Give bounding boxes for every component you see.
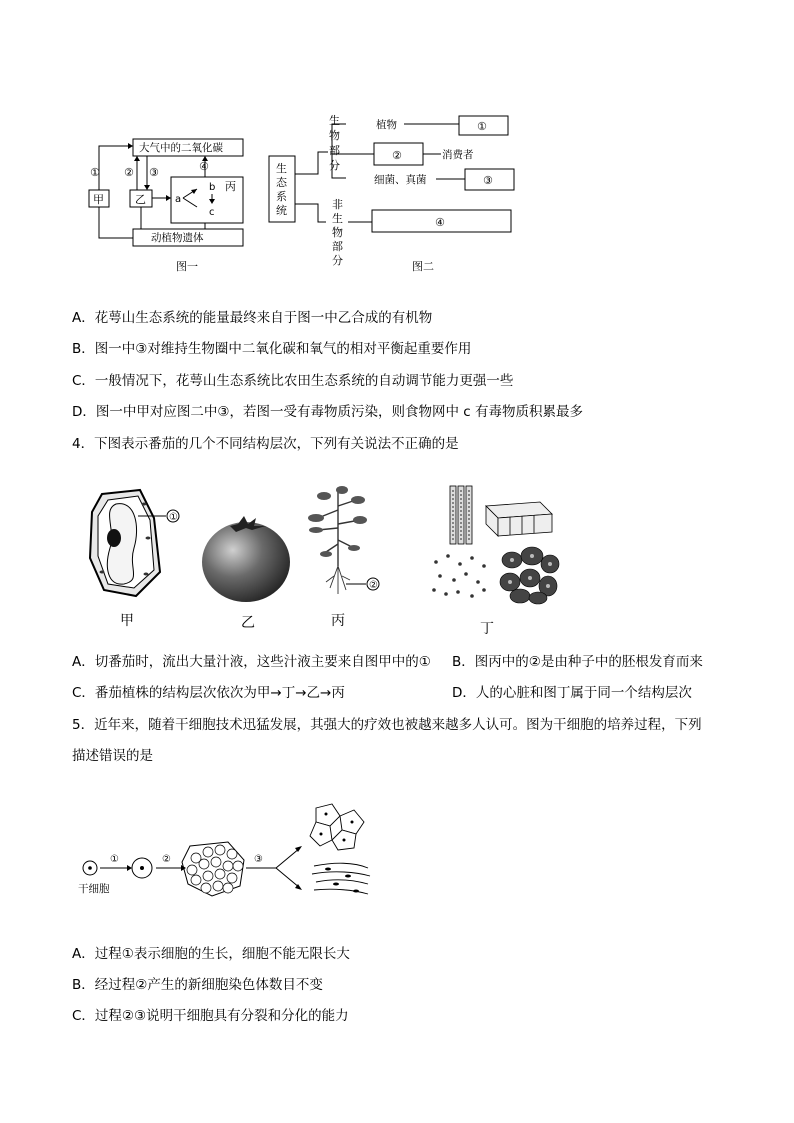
blank-1: ①: [477, 120, 487, 133]
node-b: b: [209, 182, 216, 193]
q5-option-a: A．过程①表示细胞的生长，细胞不能无限长大: [72, 946, 350, 962]
q4-option-a: A．切番茄时，流出大量汁液，这些汁液主要来自图甲中的①: [72, 654, 431, 670]
ecosystem-char-4: 统: [276, 204, 287, 217]
bio-char-4: 分: [329, 159, 340, 172]
q4-option-d: D．人的心脏和图丁属于同一个结构层次: [452, 685, 692, 701]
q4-stem: 4．下图表示番茄的几个不同结构层次，下列有关说法不正确的是: [72, 436, 459, 452]
q5-option-b: B．经过程②产生的新细胞染色体数目不变: [72, 977, 323, 993]
stem-cell-process-diagram: [78, 802, 378, 902]
q4-option-c: C．番茄植株的结构层次依次为甲→丁→乙→丙: [72, 685, 345, 701]
blank-2: ②: [392, 149, 402, 162]
bio-char-2: 物: [329, 129, 340, 142]
consumers-label: 消费者: [442, 149, 474, 161]
plants-label: 植物: [376, 119, 397, 131]
blank-3: ③: [483, 174, 493, 187]
plant-cell-image: [88, 488, 188, 600]
jia-label: 甲: [93, 193, 104, 206]
ecosystem-char-2: 态: [276, 176, 287, 189]
blank-4: ④: [435, 216, 445, 229]
bio-char-1: 生: [329, 114, 340, 127]
stem-cell-label: 干细胞: [78, 883, 110, 895]
figure-two-diagram: [266, 112, 522, 272]
figure-one-caption: 图一: [176, 260, 198, 273]
q3-option-d: D．图一中甲对应图二中③，若图一受有毒物质污染，则食物网中 c 有毒物质积累最多: [72, 404, 584, 420]
nonbio-char-4: 部: [332, 240, 343, 253]
nonbio-char-2: 生: [332, 212, 343, 225]
q4-option-b: B．图丙中的②是由种子中的胚根发育而来: [452, 654, 703, 670]
q3-option-a: A．花萼山生态系统的能量最终来自于图一中乙合成的有机物: [72, 310, 433, 326]
label-jia: 甲: [120, 613, 134, 629]
co2-label: 大气中的二氧化碳: [139, 142, 223, 154]
q3-option-b: B．图一中③对维持生物圈中二氧化碳和氧气的相对平衡起重要作用: [72, 341, 472, 357]
ecosystem-char-1: 生: [276, 162, 287, 175]
figure-two-caption: 图二: [412, 260, 434, 273]
q5-stem-line1: 5．近年来，随着干细胞技术迅猛发展，其强大的疗效也被越来越多人认可。图为干细胞的培养过程，下列: [72, 717, 702, 733]
bing-label: 丙: [225, 180, 236, 193]
nonbio-char-5: 分: [332, 254, 343, 267]
label-yi: 乙: [241, 615, 255, 631]
nonbio-char-3: 物: [332, 226, 343, 239]
nonbio-char-1: 非: [332, 198, 343, 211]
ecosystem-char-3: 系: [276, 190, 287, 203]
node-c: c: [209, 207, 215, 218]
label-ding: 丁: [480, 621, 494, 637]
cell-vacuole-mark: ①: [169, 512, 178, 523]
figure-one-diagram: [85, 132, 255, 250]
node-a: a: [175, 194, 182, 205]
q5-option-c: C．过程②③说明干细胞具有分裂和分化的能力: [72, 1008, 349, 1024]
process-3-mark: ③: [254, 854, 263, 865]
tomato-image: [200, 512, 296, 604]
tomato-plant-image: [304, 484, 390, 604]
q5-stem-line2: 描述错误的是: [72, 748, 153, 764]
q3-option-c: C．一般情况下，花萼山生态系统比农田生态系统的自动调节能力更强一些: [72, 373, 514, 389]
marker-2: ②: [124, 166, 134, 179]
label-bing: 丙: [331, 613, 345, 629]
marker-3: ③: [149, 166, 159, 179]
tissues-image: [428, 484, 560, 606]
marker-4: ④: [199, 160, 209, 173]
decomposers-label: 细菌、真菌: [374, 174, 427, 186]
process-1-mark: ①: [110, 854, 119, 865]
remains-label: 动植物遗体: [151, 232, 204, 244]
yi-label: 乙: [135, 193, 146, 206]
root-mark: ②: [369, 580, 378, 591]
marker-1: ①: [90, 166, 100, 179]
bio-char-3: 部: [329, 144, 340, 157]
process-2-mark: ②: [162, 854, 171, 865]
